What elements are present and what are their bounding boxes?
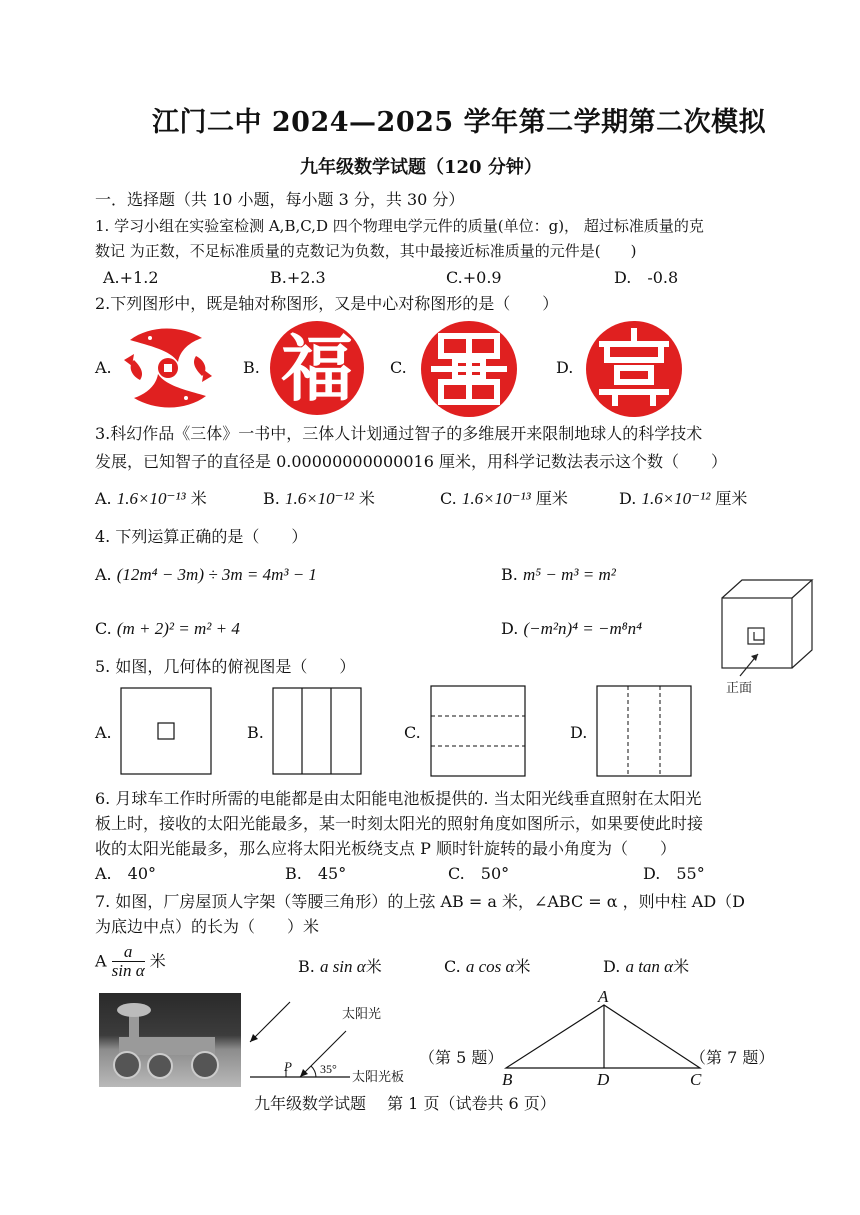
q7-option-c-label: C. <box>444 957 461 976</box>
q4-option-a-label: A. <box>95 565 112 584</box>
top-view-option-c <box>430 685 528 779</box>
sunlight-label: 太阳光 <box>342 1007 382 1022</box>
q3-option-b-label: B. <box>263 489 280 508</box>
q3-option-d <box>619 489 747 509</box>
q4-option-d-math: (−m²n)⁴ = −m⁸n⁴ <box>523 619 643 638</box>
q1-option-c: C.+0.9 <box>446 268 502 287</box>
q7-option-d-unit: 米 <box>673 957 690 976</box>
rover-wheel <box>191 1051 219 1079</box>
q4-option-d-label: D. <box>501 619 519 638</box>
q7-option-a-numerator: a <box>112 943 145 962</box>
q6-option-b: B. 45° <box>285 864 347 883</box>
vertex-a-label: A <box>598 987 609 1006</box>
fu-character-text: 福 <box>280 327 354 411</box>
q7-option-c-unit: 米 <box>514 957 531 976</box>
q3-option-a-math: 1.6×10⁻¹³ <box>116 489 186 508</box>
q1-stem-line2: 数记 为正数，不足标准质量的克数记为负数，其中最接近标准质量的元件是( ) <box>95 242 637 260</box>
rover-wheel <box>113 1051 141 1079</box>
q3-stem-line1: 3.科幻作品《三体》一书中，三体人计划通过智子的多维展开来限制地球人的科学技术 <box>95 424 703 443</box>
q7-option-c <box>444 957 530 977</box>
round-shou-symbol-c-image <box>419 320 519 418</box>
front-view-label: 正面 <box>726 681 753 696</box>
q7-option-a <box>95 943 166 980</box>
rover-wheel <box>147 1053 173 1079</box>
q6-option-a: A. 40° <box>95 864 157 883</box>
q4-option-c <box>95 619 240 639</box>
q4-option-c-label: C. <box>95 619 112 638</box>
cube-figure <box>718 576 826 698</box>
q3-option-b-math: 1.6×10⁻¹² <box>284 489 354 508</box>
q6-stem-line1: 6. 月球车工作时所需的电能都是由太阳能电池板提供的. 当太阳光线垂直照射在太阳光 <box>95 789 702 808</box>
top-view-option-a <box>120 687 214 777</box>
q6-stem-line3: 收的太阳光能最多，那么应将太阳光板绕支点 P 顺时针旋转的最小角度为（ ） <box>95 839 676 858</box>
q2-label-d: D. <box>556 358 574 377</box>
q5-label-d: D. <box>570 723 588 742</box>
vertex-c-label: C <box>690 1070 702 1089</box>
q3-option-c <box>440 489 568 509</box>
fig7-caption: （第 7 题） <box>690 1048 775 1067</box>
q7-stem-line2: 为底边中点）的长为（ ）米 <box>95 917 320 936</box>
q4-option-a <box>95 565 317 585</box>
q3-option-c-math: 1.6×10⁻¹³ <box>461 489 531 508</box>
q4-stem: 4. 下列运算正确的是（ ） <box>95 527 308 546</box>
q3-option-a <box>95 489 207 509</box>
q5-label-a: A. <box>95 723 112 742</box>
exam-subtitle: 九年级数学试题（120 分钟） <box>300 157 542 178</box>
angle-35-label: 35° <box>320 1062 337 1076</box>
q2-label-b: B. <box>243 358 260 377</box>
q3-option-b <box>263 489 375 509</box>
q7-option-a-fraction <box>112 943 145 980</box>
solar-angle-diagram <box>246 998 421 1086</box>
paper-cut-fish-image <box>120 320 216 416</box>
q1-stem-line1: 1. 学习小组在实验室检测 A,B,C,D 四个物理电学元件的质量(单位：g)， 超过标准质量的克 <box>95 217 704 235</box>
rover-mast <box>129 1015 139 1039</box>
q7-option-b <box>298 957 382 977</box>
q7-option-c-math: a cos α <box>465 957 515 976</box>
q3-option-c-label: C. <box>440 489 457 508</box>
q7-option-b-unit: 米 <box>365 957 382 976</box>
q7-option-d <box>603 957 689 977</box>
lunar-rover-photo <box>99 993 241 1087</box>
q3-option-b-unit: 米 <box>358 489 375 508</box>
section-heading: 一．选择题（共 10 小题，每小题 3 分，共 30 分） <box>95 190 465 209</box>
q2-label-a: A. <box>95 358 112 377</box>
q4-option-b-math: m⁵ − m³ = m² <box>522 565 616 584</box>
q7-option-a-unit: 米 <box>149 951 166 971</box>
pivot-point-p-label: P <box>284 1059 292 1074</box>
q3-option-a-unit: 米 <box>190 489 207 508</box>
q4-option-b-label: B. <box>501 565 518 584</box>
q3-option-a-label: A. <box>95 489 112 508</box>
q7-option-b-math: a sin α <box>319 957 366 976</box>
q2-stem: 2.下列图形中，既是轴对称图形，又是中心对称图形的是（ ） <box>95 294 559 313</box>
point-d-label: D <box>597 1070 610 1089</box>
q6-option-d: D. 55° <box>643 864 705 883</box>
q3-stem-line2: 发展，已知智子的直径是 0.00000000000016 厘米，用科学记数法表示这个数（ ） <box>95 452 727 471</box>
q4-option-a-math: (12m⁴ − 3m) ÷ 3m = 4m³ − 1 <box>116 565 317 584</box>
q1-option-a: A.+1.2 <box>103 268 159 287</box>
q7-option-d-label: D. <box>603 957 621 976</box>
q5-label-c: C. <box>404 723 421 742</box>
q7-option-a-label: A <box>95 951 107 971</box>
q6-option-c: C. 50° <box>448 864 510 883</box>
solar-panel-label: 太阳光板 <box>352 1070 405 1085</box>
rover-antenna-dish <box>117 1003 151 1017</box>
q7-option-b-label: B. <box>298 957 315 976</box>
fu-character-image <box>269 320 365 416</box>
q3-option-d-math: 1.6×10⁻¹² <box>641 489 711 508</box>
q4-option-c-math: (m + 2)² = m² + 4 <box>116 619 240 638</box>
q3-option-d-label: D. <box>619 489 637 508</box>
q1-option-d: D. -0.8 <box>614 268 679 287</box>
q6-stem-line2: 板上时，接收的太阳光能最多，某一时刻太阳光的照射角度如图所示，如果要使此时接 <box>95 814 704 833</box>
q2-label-c: C. <box>390 358 407 377</box>
q7-option-d-math: a tan α <box>625 957 674 976</box>
page-footer: 九年级数学试题 第 1 页（试卷共 6 页） <box>254 1094 556 1113</box>
q3-option-c-unit: 厘米 <box>535 489 568 508</box>
q1-option-b: B.+2.3 <box>270 268 326 287</box>
top-view-option-b <box>272 687 364 777</box>
top-view-option-d <box>596 685 694 779</box>
fig5-caption: （第 5 题） <box>419 1048 504 1067</box>
q7-option-a-denominator: sin α <box>111 961 145 980</box>
q4-option-b <box>501 565 616 585</box>
round-shou-symbol-d-image <box>585 320 683 418</box>
q5-stem: 5. 如图，几何体的俯视图是（ ） <box>95 657 356 676</box>
q3-option-d-unit: 厘米 <box>715 489 748 508</box>
q7-stem-line1: 7. 如图，厂房屋顶人字架（等腰三角形）的上弦 AB = a 米，∠ABC = α ，则中柱 AD（D <box>95 892 745 911</box>
q4-option-d <box>501 619 642 639</box>
exam-title: 江门二中 2024—2025 学年第二学期第二次模拟 <box>152 107 767 138</box>
truss-triangle-diagram <box>498 985 714 1089</box>
vertex-b-label: B <box>502 1070 513 1089</box>
q5-label-b: B. <box>247 723 264 742</box>
